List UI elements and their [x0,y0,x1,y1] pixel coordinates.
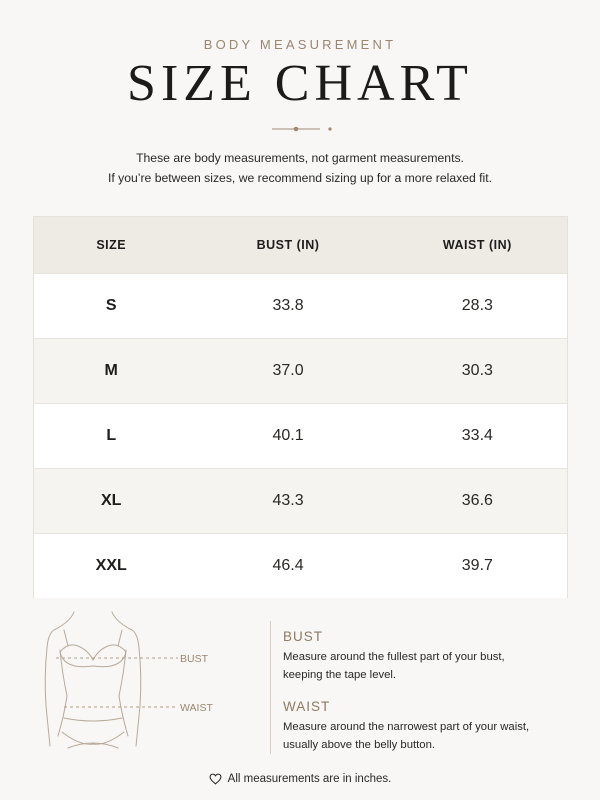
section-divider [270,621,271,754]
table-row [34,533,567,598]
intro-line-1: These are body measurements, not garment measurements. [136,151,464,165]
heart-icon [209,773,222,785]
table-header [34,217,567,273]
bust-cell: 33.8 [272,297,304,314]
bust-cell: 43.3 [272,492,304,509]
size-cell: XXL [95,557,127,574]
waist-guide-title: WAIST [283,699,331,714]
waist-cell: 30.3 [461,362,493,379]
bust-guide-line-2: keeping the tape level. [283,669,397,681]
page-title: SIZE CHART [127,55,473,112]
waist-guide-text [283,718,563,754]
size-cell: L [106,427,117,444]
waist-label: WAIST [180,702,213,714]
bust-label: BUST [180,653,209,665]
waist-cell: 39.7 [461,557,493,574]
size-cell: S [105,297,117,314]
eyebrow-label: BODY MEASUREMENT [203,37,397,52]
size-cell: XL [100,492,122,509]
waist-guide [283,699,563,754]
bust-cell: 37.0 [272,362,304,379]
waist-cell: 33.4 [461,427,493,444]
footer-note [0,773,600,785]
waist-guide-line-2: usually above the belly button. [283,739,435,751]
ornament-divider [266,123,336,135]
table-row [34,338,567,403]
header-bust: BUST (IN) [256,238,320,252]
header-size: SIZE [96,238,127,252]
bust-guide [283,629,563,684]
bust-cell: 46.4 [272,557,304,574]
waist-cell: 36.6 [461,492,493,509]
bust-guide-title: BUST [283,629,324,644]
intro-text [0,148,600,188]
waist-guide-line-1: Measure around the narrowest part of your waist, [283,721,530,733]
bust-cell: 40.1 [272,427,304,444]
bust-guide-text [283,648,563,684]
table-row [34,403,567,468]
size-table [33,216,568,598]
table-row [34,273,567,338]
body-illustration [40,606,230,756]
footer-text: All measurements are in inches. [227,773,392,785]
intro-line-2: If you’re between sizes, we recommend sizing up for a more relaxed fit. [107,171,493,185]
table-row [34,468,567,533]
bust-guide-line-1: Measure around the fullest part of your bust, [283,651,505,663]
waist-cell: 28.3 [461,297,493,314]
size-cell: M [104,362,118,379]
header-waist: WAIST (IN) [442,238,512,252]
